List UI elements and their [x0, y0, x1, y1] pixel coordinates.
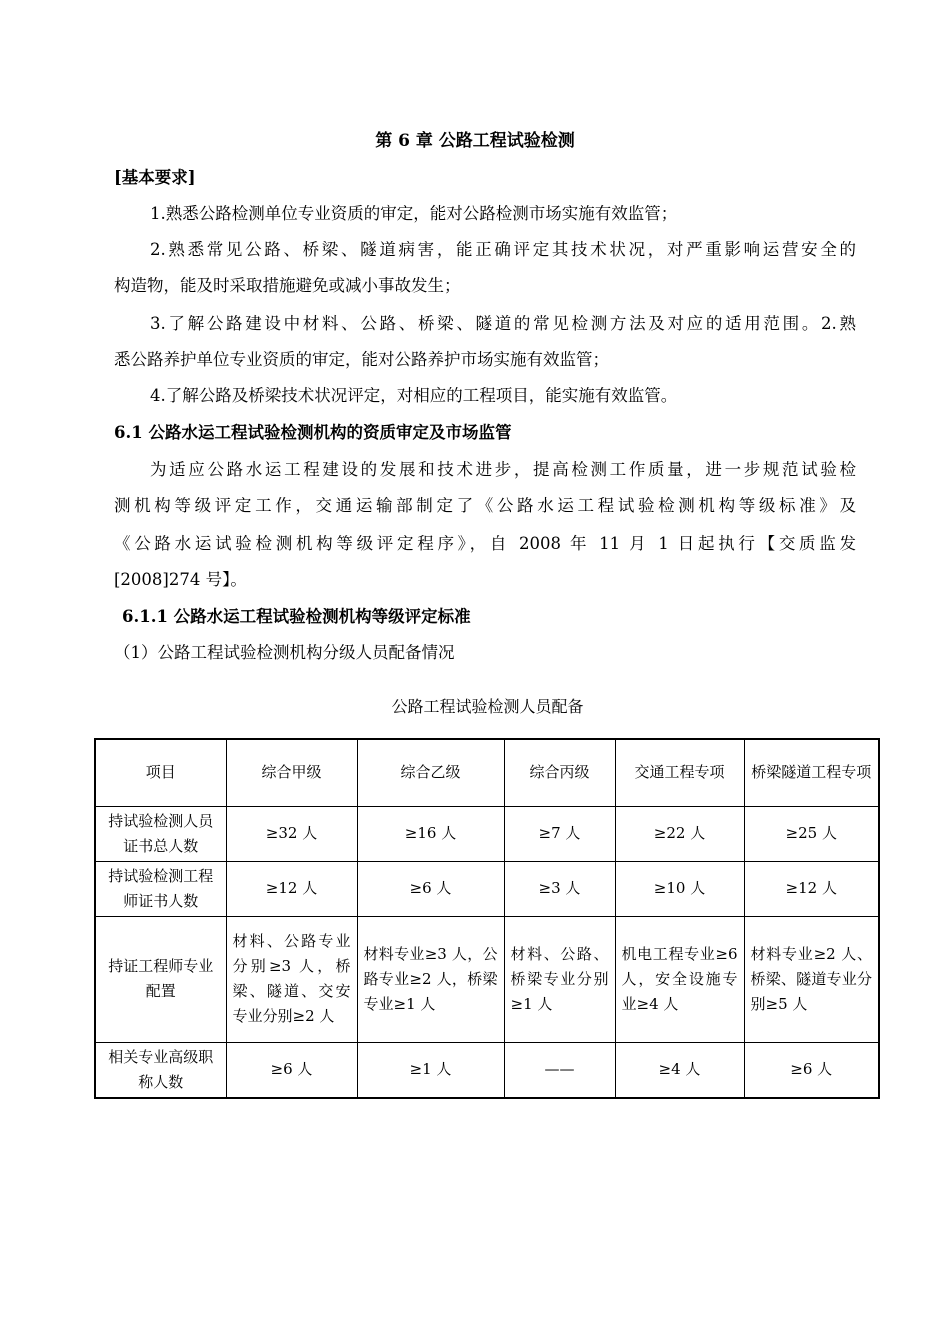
table-row	[95, 806, 879, 861]
staffing-table	[94, 738, 880, 1099]
row-label-senior-title: 相关专业高级职称人数	[95, 1042, 226, 1098]
header-cell-bridge-tunnel-special: 桥梁隧道工程专项	[744, 739, 879, 806]
paragraph-line-3: 《公路水运试验检测机构等级评定程序》，自 2008 年 11 月 1 日起执行【交质监发	[114, 534, 856, 553]
table-header-row	[95, 739, 879, 806]
table-row	[95, 861, 879, 916]
table-cell: ≥25 人	[744, 806, 879, 861]
paragraph-line-2: 测机构等级评定工作，交通运输部制定了《公路水运工程试验检测机构等级标准》及	[114, 496, 856, 515]
table-cell: ≥16 人	[357, 806, 504, 861]
table-cell: ≥1 人	[357, 1042, 504, 1098]
table-cell: ≥12 人	[226, 861, 357, 916]
table-cell: 材料专业≥2 人、桥梁、隧道专业分别≥5 人	[744, 916, 879, 1042]
row-label-engineer-certified: 持试验检测工程师证书人数	[95, 861, 226, 916]
table-cell: ≥22 人	[615, 806, 744, 861]
section-6-1-1-heading: 6.1.1 公路水运工程试验检测机构等级评定标准	[122, 607, 471, 626]
chapter-title: 第 6 章 公路工程试验检测	[375, 131, 575, 151]
row-label-total-certified: 持试验检测人员证书总人数	[95, 806, 226, 861]
table-cell: 材料、公路、桥梁专业分别≥1 人	[504, 916, 615, 1042]
requirement-1: 1.熟悉公路检测单位专业资质的审定，能对公路检测市场实施有效监管；	[150, 204, 678, 223]
header-cell-grade-b: 综合乙级	[357, 739, 504, 806]
table-cell: ≥6 人	[357, 861, 504, 916]
header-cell-item: 项目	[95, 739, 226, 806]
requirement-3-line-1: 3.了解公路建设中材料、公路、桥梁、隧道的常见检测方法及对应的适用范围。2.熟	[150, 314, 856, 333]
table-cell: ≥6 人	[744, 1042, 879, 1098]
table-caption: 公路工程试验检测人员配备	[391, 697, 584, 716]
table-cell: ≥6 人	[226, 1042, 357, 1098]
section-6-1-heading: 6.1 公路水运工程试验检测机构的资质审定及市场监管	[114, 423, 512, 442]
requirement-4: 4.了解公路及桥梁技术状况评定，对相应的工程项目，能实施有效监管。	[150, 386, 678, 405]
table-cell: ≥4 人	[615, 1042, 744, 1098]
table-row	[95, 1042, 879, 1098]
table-cell: 材料、公路专业分别≥3 人，桥梁、隧道、交安专业分别≥2 人	[226, 916, 357, 1042]
basic-requirements-heading: [基本要求]	[114, 168, 196, 187]
table-cell: ≥3 人	[504, 861, 615, 916]
table-cell: ≥12 人	[744, 861, 879, 916]
header-cell-grade-c: 综合丙级	[504, 739, 615, 806]
table-cell: ≥10 人	[615, 861, 744, 916]
table-cell: ≥32 人	[226, 806, 357, 861]
requirement-3-line-2: 悉公路养护单位专业资质的审定，能对公路养护市场实施有效监管；	[114, 350, 609, 369]
header-cell-traffic-special: 交通工程专项	[615, 739, 744, 806]
paragraph-line-4: [2008]274 号】。	[114, 570, 247, 589]
row-label-specialty-config: 持证工程师专业配置	[95, 916, 226, 1042]
paragraph-line-1: 为适应公路水运工程建设的发展和技术进步，提高检测工作质量，进一步规范试验检	[150, 460, 856, 479]
requirement-2-line-1: 2.熟悉常见公路、桥梁、隧道病害，能正确评定其技术状况，对严重影响运营安全的	[150, 240, 856, 259]
table-cell: 材料专业≥3 人，公路专业≥2 人，桥梁专业≥1 人	[357, 916, 504, 1042]
table-row	[95, 916, 879, 1042]
table-cell: ≥7 人	[504, 806, 615, 861]
requirement-2-line-2: 构造物，能及时采取措施避免或减小事故发生；	[114, 276, 461, 295]
list-item-1: （1）公路工程试验检测机构分级人员配备情况	[114, 643, 455, 662]
table-cell: 机电工程专业≥6 人，安全设施专业≥4 人	[615, 916, 744, 1042]
table-cell: ——	[504, 1042, 615, 1098]
header-cell-grade-a: 综合甲级	[226, 739, 357, 806]
